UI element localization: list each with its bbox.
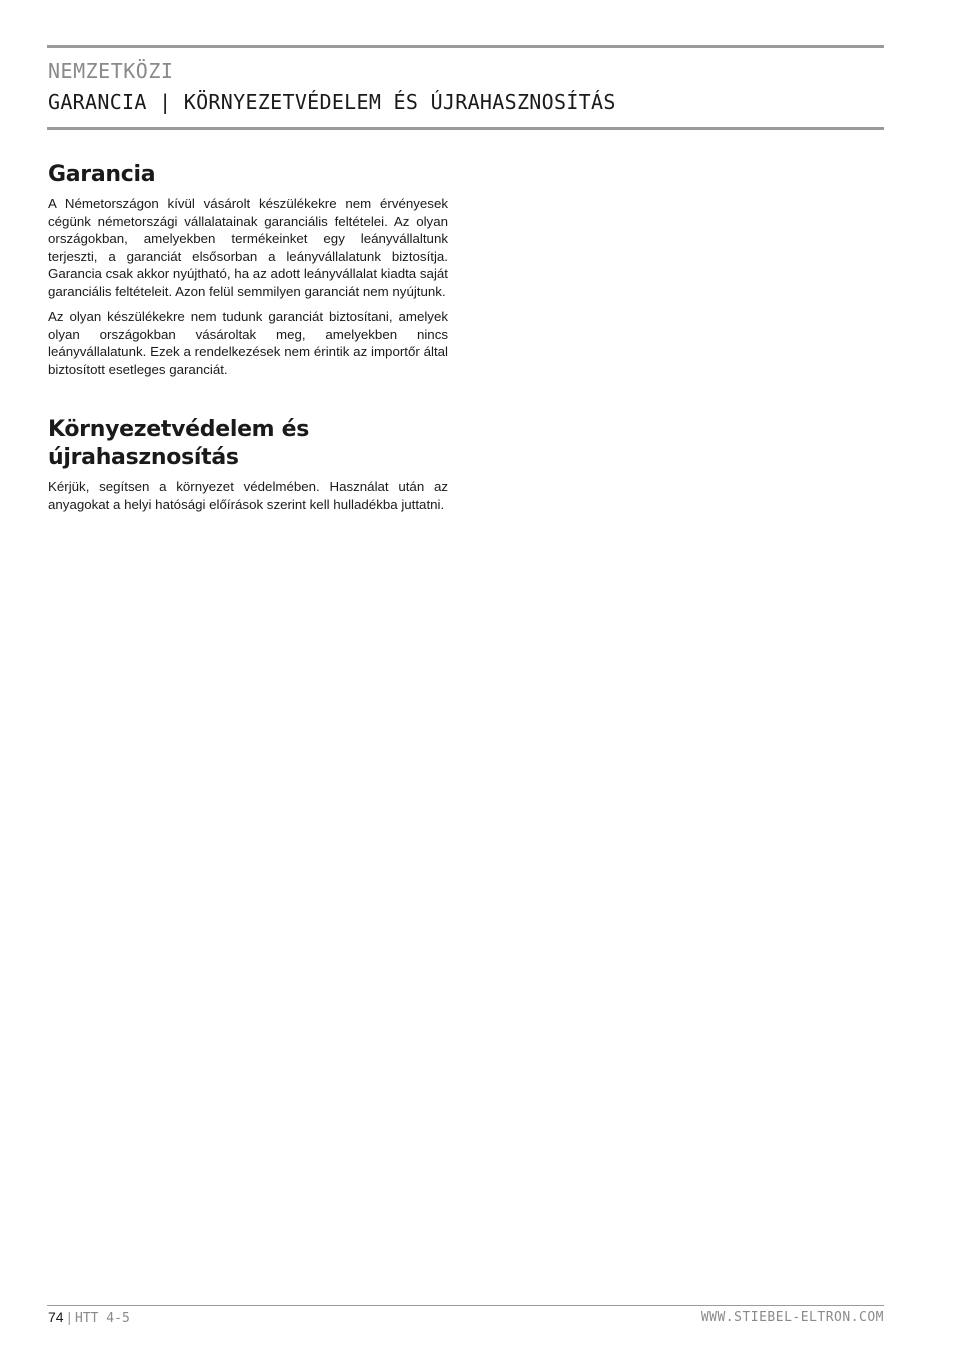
garancia-paragraph-2: Az olyan készülékekre nem tudunk garanciát biztosítani, amelyek olyan országokban vásároltak meg, amelyekben nincs leányvállalatunk. Ezek a rendelkezések nem érintik az importőr által biztosított esetleges garanciát. bbox=[48, 309, 448, 377]
website-link[interactable]: WWW.STIEBEL-ELTRON.COM bbox=[700, 1310, 884, 1325]
page-title: GARANCIA | KÖRNYEZETVÉDELEM ÉS ÚJRAHASZNOSÍTÁS bbox=[48, 90, 616, 114]
section-heading-environment bbox=[48, 416, 448, 472]
header-top-rule bbox=[47, 45, 884, 48]
heading-line-1: Környezetvédelem és bbox=[48, 417, 310, 442]
header-bottom-rule bbox=[47, 127, 884, 130]
heading-line-2: újrahasznosítás bbox=[48, 445, 239, 470]
environment-paragraph: Kérjük, segítsen a környezet védelmében. Használat után az anyagokat a helyi hatósági előírások szerint kell hulladékba juttatni. bbox=[48, 479, 448, 512]
footer-left bbox=[48, 1309, 130, 1326]
section-garancia bbox=[48, 161, 448, 378]
footer-rule bbox=[47, 1305, 884, 1306]
page-number: 74 bbox=[48, 1309, 64, 1325]
section-heading-garancia: Garancia bbox=[48, 162, 156, 187]
section-environment bbox=[48, 416, 448, 513]
garancia-paragraph-1: A Németországon kívül vásárolt készülékekre nem érvényesek cégünk németországi vállalatainak garanciális feltételei. Az olyan országokban, amelyekben termékeinket egy leányvállaltunk terjeszti, a garanciát elsősorban a leányvállalatunk biztosítja. Garancia csak akkor nyújtható, ha az adott leányvállalat kiadta saját garanciális feltételeit. Azon felül semmilyen garanciát nem nyújtunk. bbox=[48, 196, 448, 299]
footer-separator: | bbox=[67, 1309, 72, 1325]
document-code: HTT 4-5 bbox=[75, 1311, 130, 1326]
header-category: NEMZETKÖZI bbox=[48, 59, 174, 83]
